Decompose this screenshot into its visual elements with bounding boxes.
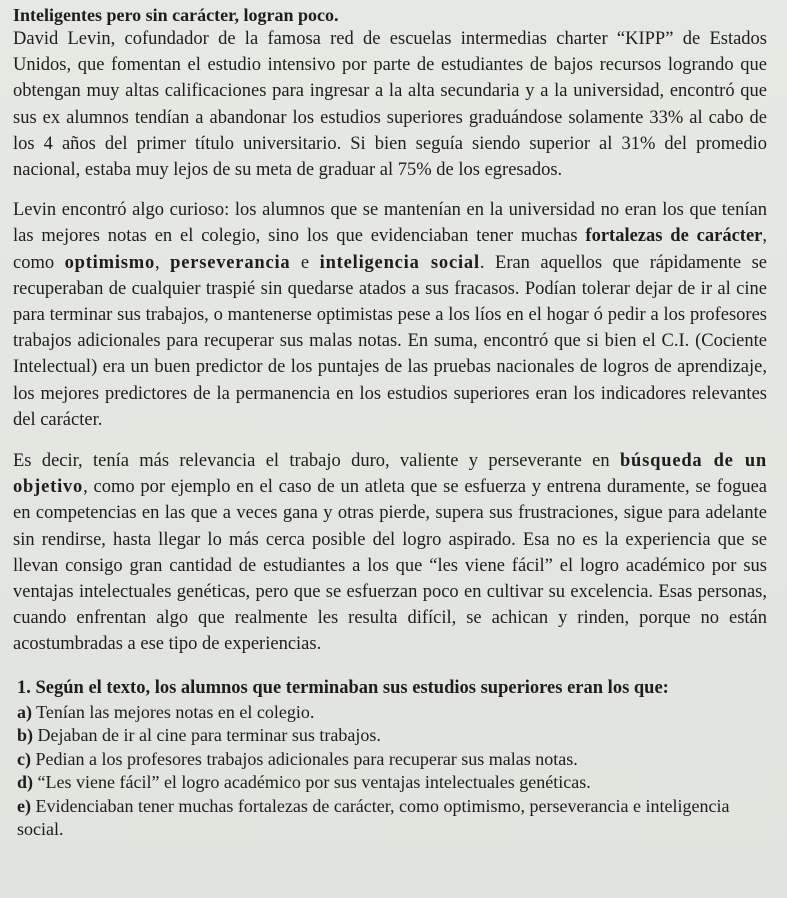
paragraph-2-bold-perseverancia: perseverancia [170,252,291,273]
paragraph-2-bold-optimismo: optimismo [64,252,156,273]
option-text: Evidenciaban tener muchas fortalezas de carácter, como optimismo, perseverancia e inteligencia social. [17,795,730,840]
option-letter: b) [17,725,34,746]
paragraph-1: David Levin, cofundador de la famosa red de escuelas intermedias charter “KIPP” de Estados Unidos, que fomentan el estudio intensivo por parte de estudiantes de bajos recursos logrando que obtengan muy altas calificaciones para ingresar a la alta secundaria y a la universidad, encontró que sus ex alumnos tendían a abandonar los estudios superiores graduándose solamente 33% al cabo de los 4 años del primer título universitario. Si bien seguía siendo superior al 31% del promedio nacional, estaba muy lejos de su meta de graduar al 75% de los egresados. [13,29,767,181]
option-letter: e) [17,795,31,816]
paragraph-3 [13,448,767,658]
paragraph-2 [13,197,767,433]
paragraph-2-text: . Eran aquellos que rápidamente se recuperaban de cualquier traspié sin quedarse atados a sus fracasos. Podían tolerar dejar de ir al cine para terminar sus trabajos, o mantenerse optimistas pese a los líos en el hogar ó pedir a los profesores trabajos adicionales para recuperar sus malas notas. En suma, encontró que si bien el C.I. (Cociente Intelectual) era un buen predictor de los puntajes de las pruebas nacionales de logros de aprendizaje, los mejores predictores de la permanencia en los estudios superiores eran los indicadores relevantes del carácter. [13,252,768,430]
document-title: Inteligentes pero sin carácter, logran poco. [13,5,339,25]
option-text: Tenían las mejores notas en el colegio. [32,701,315,722]
paragraph-2-text: Levin encontró algo curioso: los alumnos que se mantenían en la universidad no eran los que tenían las mejores notas en el colegio, sino los que evidenciaban tener muchas [13,200,767,247]
option-e [17,795,767,842]
option-text: “Les viene fácil” el logro académico por sus ventajas intelectuales genéticas. [33,772,591,793]
paragraph-3-text: , como por ejemplo en el caso de un atleta que se esfuerza y entrena duramente, se foguea en competencias en las que a veces gana y otras pierde, supera sus frustraciones, sigue para adelante sin rendirse, hasta llegar lo más cerca posible del logro aspirado. Esa no es la experiencia que se llevan consigo gran cantidad de estudiantes a los que “les viene fácil” el logro académico por sus ventajas intelectuales genéticas, pero que se esfuerzan poco en cultivar su excelencia. Esas personas, cuando enfrentan algo que realmente les resulta difícil, se achican y rinden, porque no están acostumbradas a ese tipo de experiencias. [13,477,767,655]
option-letter: c) [17,748,31,769]
question-1: 1. Según el texto, los alumnos que terminaban sus estudios superiores eran los que: [17,677,669,698]
paragraph-3-text: Es decir, tenía más relevancia el trabajo duro, valiente y perseverante en [13,451,620,472]
option-d [17,771,767,795]
option-text: Dejaban de ir al cine para terminar sus trabajos. [33,725,381,746]
option-a [17,701,767,725]
option-letter: d) [17,772,34,793]
paragraph-2-text: , como [13,226,767,273]
paragraph-3-bold-objetivo: búsqueda de un objetivo [13,451,767,498]
paragraph-2-bold-inteligencia: inteligencia social [319,252,480,273]
option-text: Pedian a los profesores trabajos adicionales para recuperar sus malas notas. [30,748,578,769]
option-c [17,748,767,772]
paragraph-2-text: e [290,252,320,273]
paragraph-2-bold-fortalezas: fortalezas de carácter [585,226,763,247]
option-b [17,724,767,748]
paragraph-2-text: , [155,252,171,273]
option-letter: a) [17,701,32,722]
